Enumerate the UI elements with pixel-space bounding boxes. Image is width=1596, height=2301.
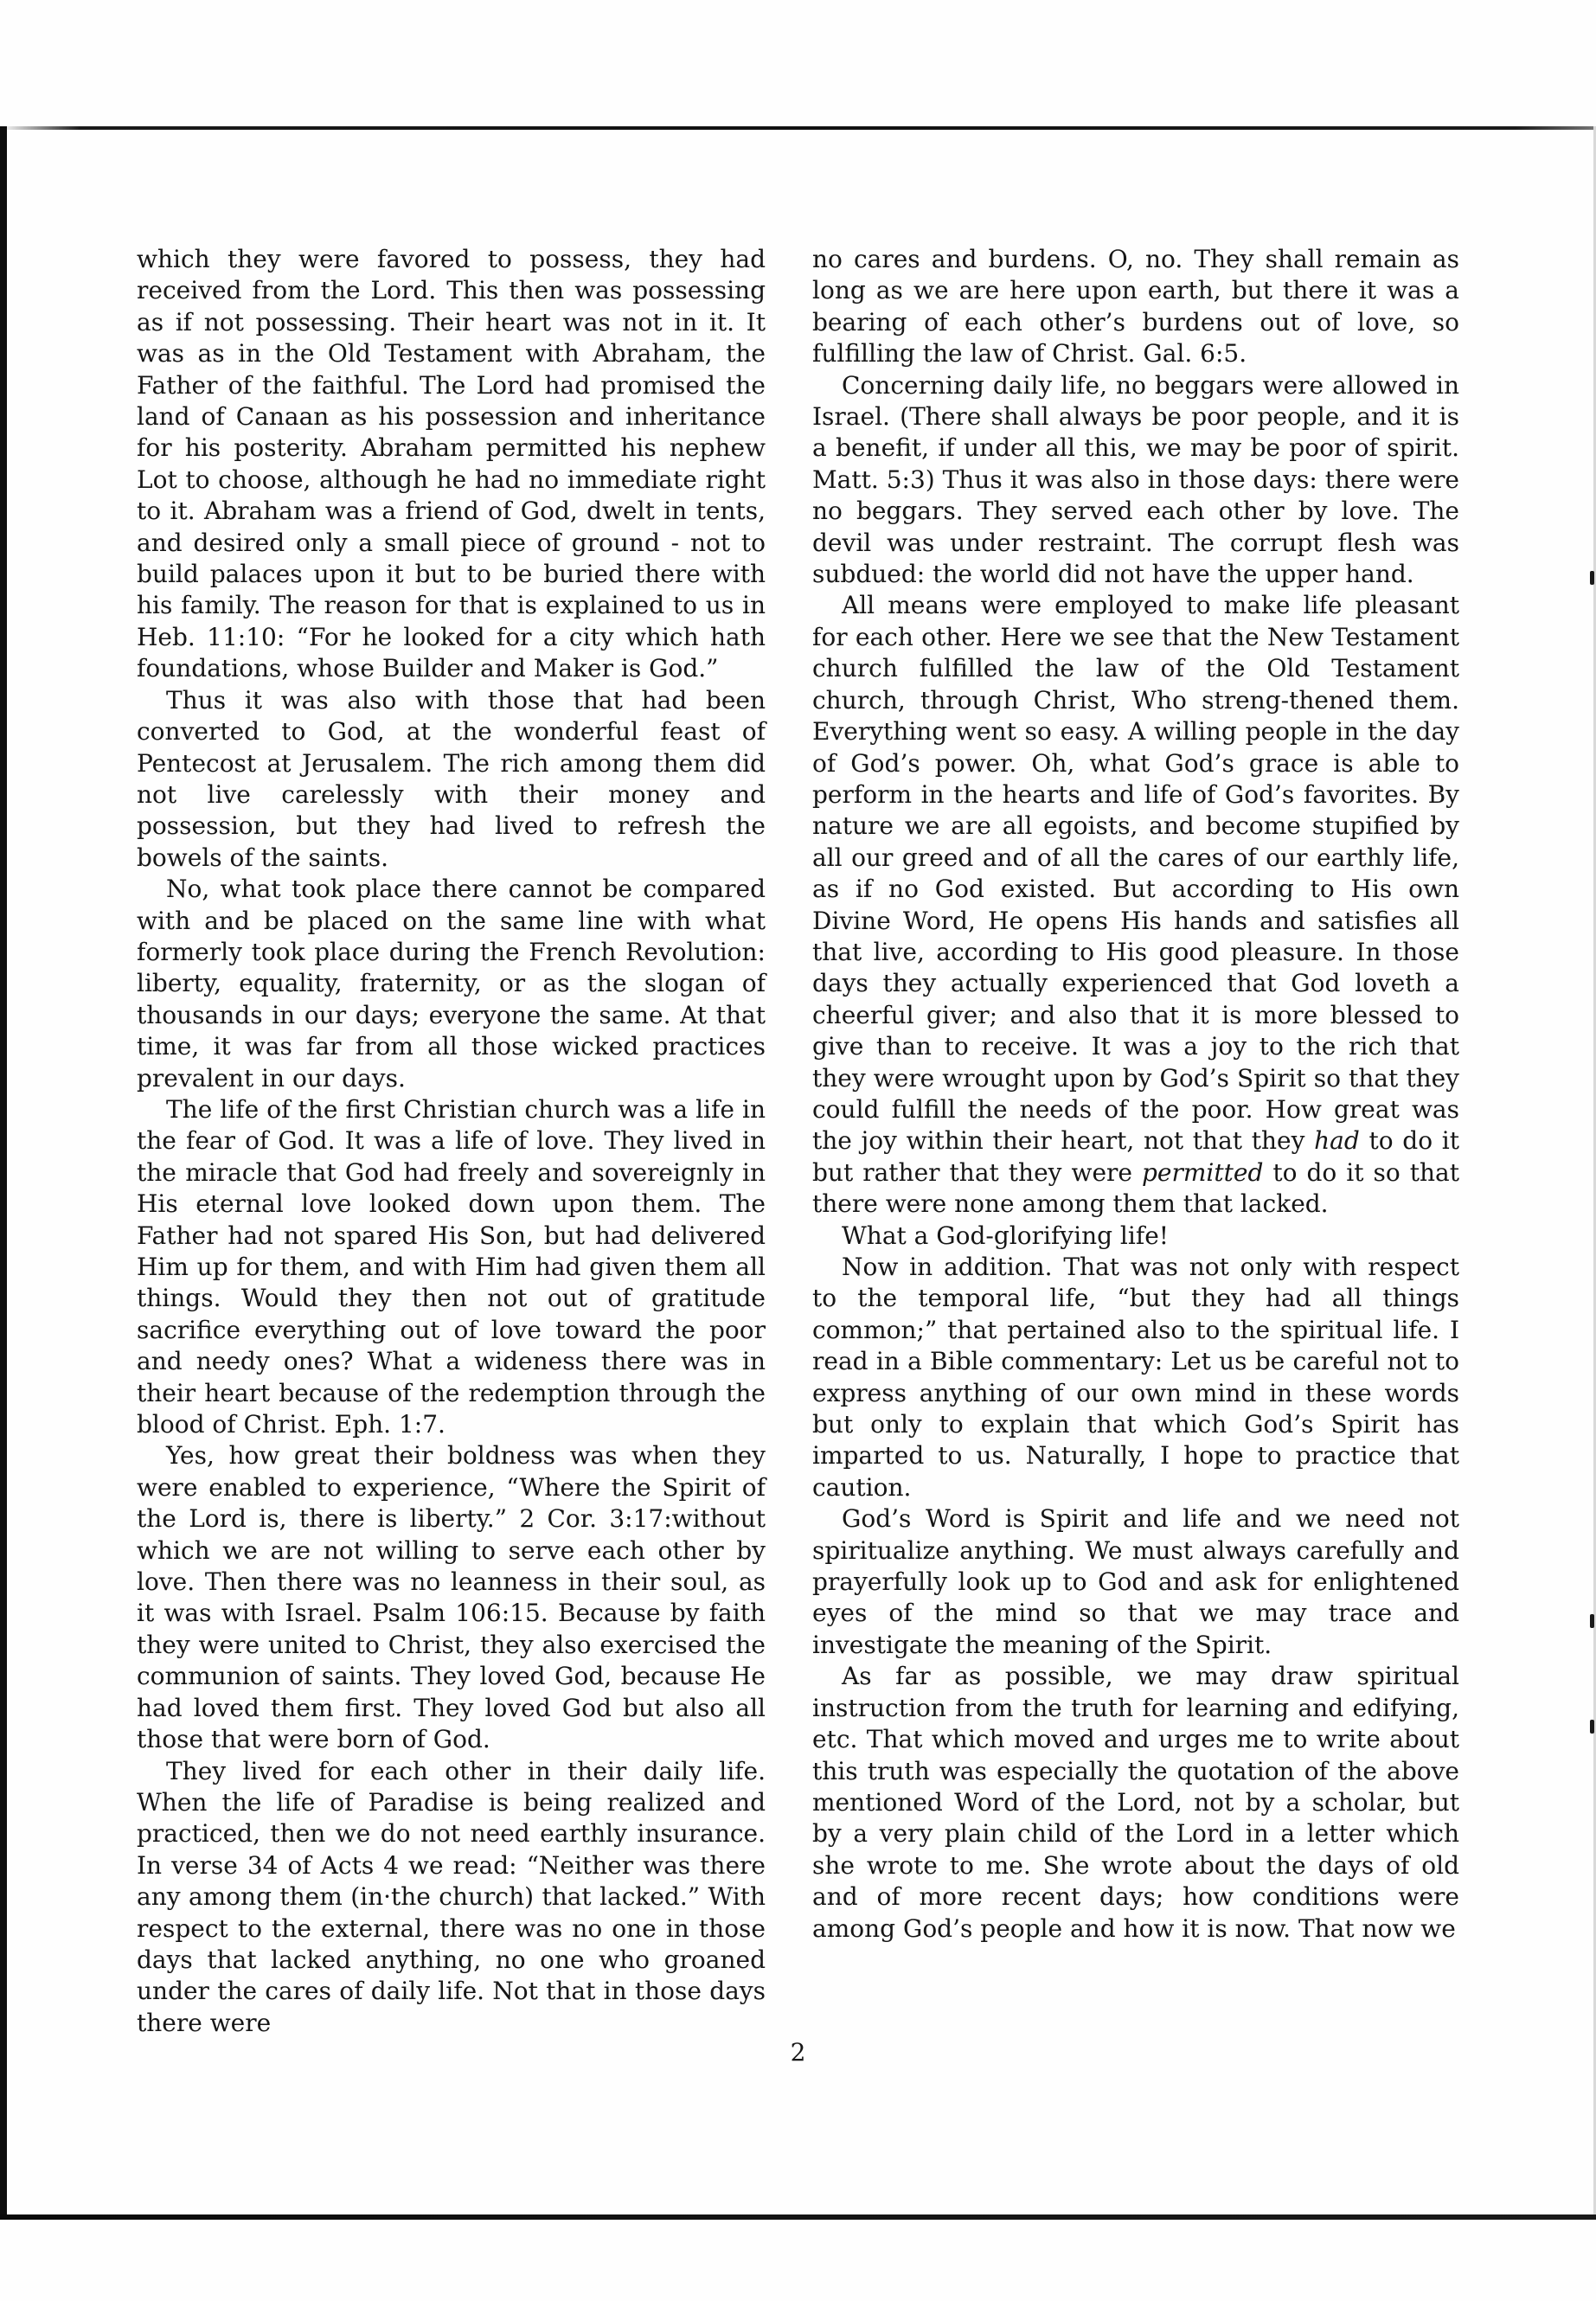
emphasis-text: had [1314,1126,1360,1156]
left-scan-edge [0,126,7,2220]
paragraph: The life of the first Christian church was a life in the fear of God. It was a life of love. They lived in the miracle that God had freely and sovereignly in His eternal love looked down upon them. The Father had not spared His Son, but had delivered Him up for them, and with Him had given them all things. Would they then not out of gratitude sacrifice everything out of love toward the poor and needy ones? What a wideness there was in their heart because of the redemption through the blood of Christ. Eph. 1:7. [137,1094,766,1439]
edge-mark [1590,571,1594,585]
paragraph: which they were favored to possess, they had received from the Lord. This then was possessing as if not possessing. Their heart was not in it. It was as in the Old Testament with Abraham, the Father of the faithful. The Lord had promised the land of Canaan as his possession and inheritance for his posterity. Abraham permitted his nephew Lot to choose, although he had no immediate right to it. Abraham was a friend of God, dwelt in tents, and desired only a small piece of ground - not to build palaces upon it but to be buried there with his family. The reason for that is explained to us in Heb. 11:10: “For he looked for a city which hath foundations, whose Builder and Maker is God.” [137,245,766,683]
paragraph: No, what took place there cannot be compared with and be placed on the same line with what formerly took place during the French Revolution: liberty, equality, fraternity, or as the slogan of thousands in our days; everyone the same. At that time, it was far from all those wicked practices prevalent in our days. [137,875,766,1093]
paragraph-text: All means were employed to make life pleasant for each other. Here we see that the New Testament church fulfilled the law of the Old Testament church, through Christ, Who streng-thened them. Everything went so easy. A willing people in the day of God’s power. Oh, what God’s grace is able to perform in the hearts and life of God’s favorites. By nature we are all egoists, and become stupified by all our greed and of all the cares of our earthly life, as if no God existed. But according to His own Divine Word, He opens His hands and satisfies all that live, according to His good pleasure. In those days they actually experienced that God loveth a cheerful giver; and also that it is more blessed to give than to receive. It was a joy to the rich that they were wrought upon by God’s Spirit so that they could fulfill the needs of the poor. How great was the joy within their heart, not that they [812,591,1459,1156]
paragraph: no cares and burdens. O, no. They shall remain as long as we are here upon earth, but there it was a bearing of each other’s burdens out of love, so fulfilling the law of Christ. Gal. 6:5. [812,245,1459,369]
right-text-column [812,244,1459,1945]
left-text-column [137,244,766,2039]
emphasis-text: permitted [1141,1157,1264,1187]
paragraph: They lived for each other in their daily life. When the life of Paradise is being realized and practiced, then we do not need earthly insurance. In verse 34 of Acts 4 we read: “Neither was there any among them (in·the church) that lacked.” With respect to the external, there was no one in those days that lacked anything, no one who groaned under the cares of daily life. Not that in those days there were [137,1756,766,2037]
paragraph-text: to do it so that there were none among them that lacked. [812,1157,1459,1219]
paragraph: What a God-glorifying life! [842,1221,1170,1250]
paragraph-text: to do it but rather that they were [812,1126,1459,1187]
paragraph: Thus it was also with those that had been converted to God, at the wonderful feast of Pentecost at Jerusalem. The rich among them did not live carelessly with their money and possession, but they had lived to refresh the bowels of the saints. [137,685,766,872]
top-border-rule [0,126,1596,130]
paragraph: As far as possible, we may draw spiritual instruction from the truth for learning and edifying, etc. That which moved and urges me to write about this truth was especially the quotation of the above mentioned Word of the Lord, not by a scholar, but by a very plain child of the Lord in a letter which she wrote to me. She wrote about the days of old and of more recent days; how conditions were among God’s people and how it is now. That now we [812,1662,1459,1943]
paragraph [812,590,1459,1220]
edge-mark [1590,1614,1594,1628]
paragraph: Yes, how great their boldness was when they were enabled to experience, “Where the Spirit of the Lord is, there is liberty.” 2 Cor. 3:17:without which we are not willing to serve each other by love. Then there was no leanness in their soul, as it was with Israel. Psalm 106:15. Because by faith they were united to Christ, they also exercised the communion of saints. They loved God, because He had loved them first. They loved God but also all those that were born of God. [137,1441,766,1754]
edge-mark [1590,1720,1594,1734]
paragraph: Now in addition. That was not only with respect to the temporal life, “but they had all things common;” that pertained also to the spiritual life. I read in a Bible commentary: Let us be careful not to express anything of our own mind in these words but only to explain that which God’s Spirit has imparted to us. Naturally, I hope to practice that caution. [812,1253,1459,1502]
page-number: 2 [790,2038,806,2067]
bottom-border-rule [0,2214,1596,2220]
paragraph: God’s Word is Spirit and life and we need not spiritualize anything. We must always carefully and prayerfully look up to God and ask for enlightened eyes of the mind so that we may trace and investigate the meaning of the Spirit. [812,1504,1459,1659]
paragraph: Concerning daily life, no beggars were allowed in Israel. (There shall always be poor people, and it is a benefit, if under all this, we may be poor of spirit. Matt. 5:3) Thus it was also in those days: there were no beggars. They served each other by love. The devil was under restraint. The corrupt flesh was subdued: the world did not have the upper hand. [812,370,1459,589]
